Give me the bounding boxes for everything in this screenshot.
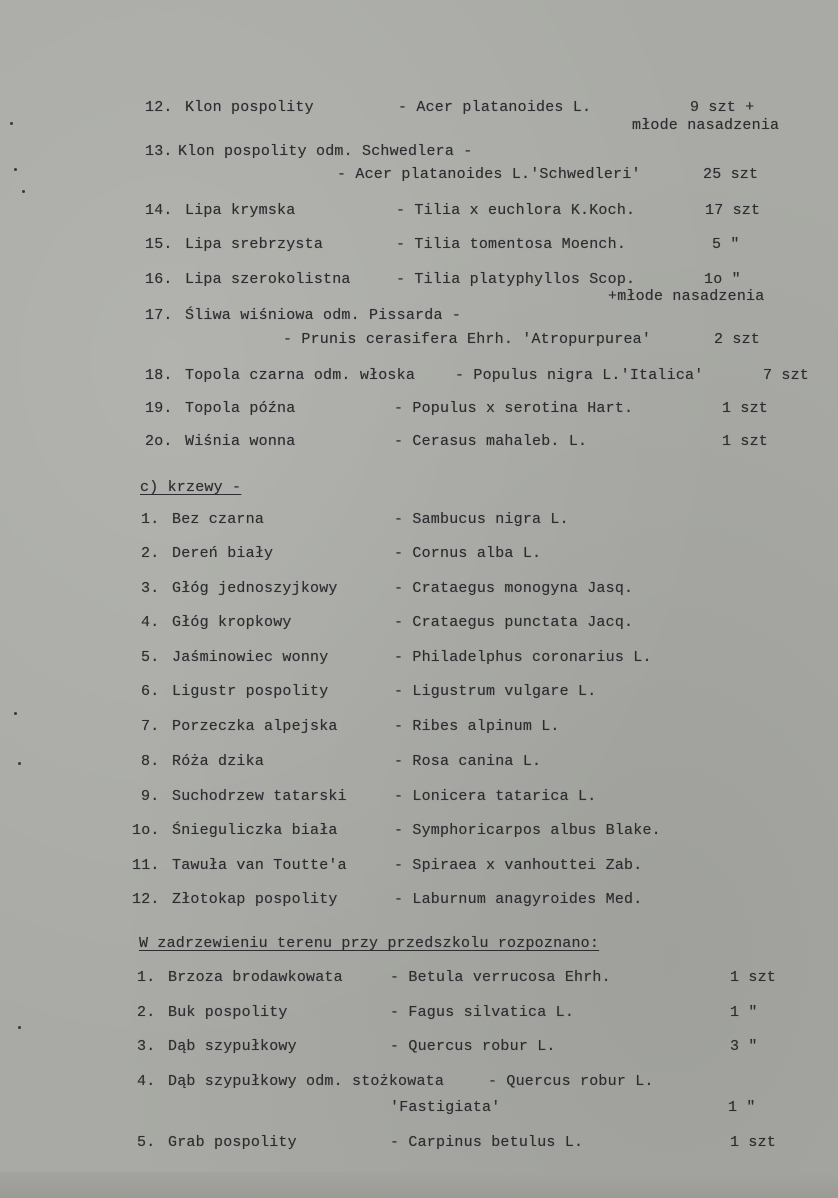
tree-polish-name: Lipa srebrzysta (185, 236, 324, 253)
preschool-latin-name: - Quercus robur L. (488, 1073, 654, 1090)
page-bottom-edge (0, 1172, 838, 1198)
shrub-latin-name: - Sambucus nigra L. (394, 511, 569, 528)
tree-polish-name: Wiśnia wonna (185, 433, 296, 450)
preschool-polish-name: Dąb szypułkowy odm. stożkowata (168, 1073, 445, 1090)
tree-num: 15. (145, 236, 173, 253)
preschool-polish-name: Brzoza brodawkowata (168, 969, 343, 986)
shrub-latin-name: - Ligustrum vulgare L. (394, 683, 597, 700)
preschool-polish-name: Grab pospolity (168, 1134, 297, 1151)
shrub-latin-name: - Crataegus monogyna Jasq. (394, 580, 634, 597)
tree-polish-name: Klon pospolity odm. Schwedlera - (178, 143, 473, 160)
shrub-latin-name: - Crataegus punctata Jacq. (394, 614, 634, 631)
tree-note: +młode nasadzenia (608, 288, 765, 305)
shrub-num: 8. (141, 753, 160, 770)
tree-num: 2o. (145, 433, 173, 450)
preschool-num: 2. (137, 1004, 156, 1021)
shrub-polish-name: Ligustr pospolity (172, 683, 329, 700)
shrub-num: 2. (141, 545, 160, 562)
shrub-latin-name: - Cornus alba L. (394, 545, 542, 562)
preschool-num: 5. (137, 1134, 156, 1151)
tree-latin-name: - Populus x serotina Hart. (394, 400, 634, 417)
tree-num: 17. (145, 307, 173, 324)
tree-quantity: 1 szt (722, 433, 769, 450)
edge-mark (14, 712, 17, 715)
shrub-latin-name: - Laburnum anagyroides Med. (394, 891, 643, 908)
shrub-polish-name: Złotokap pospolity (172, 891, 338, 908)
tree-note: młode nasadzenia (632, 117, 780, 134)
shrub-polish-name: Róża dzika (172, 753, 265, 770)
preschool-num: 3. (137, 1038, 156, 1055)
shrub-polish-name: Porzeczka alpejska (172, 718, 338, 735)
edge-mark (18, 762, 21, 765)
tree-polish-name: Topola czarna odm. włoska (185, 367, 416, 384)
shrub-num: 11. (132, 857, 160, 874)
shrub-num: 4. (141, 614, 160, 631)
tree-polish-name: Topola późna (185, 400, 296, 417)
tree-quantity: 9 szt + (690, 99, 755, 116)
tree-latin-name: - Cerasus mahaleb. L. (394, 433, 588, 450)
shrub-latin-name: - Symphoricarpos albus Blake. (394, 822, 661, 839)
shrub-polish-name: Tawuła van Toutte'a (172, 857, 347, 874)
tree-num: 13. (145, 143, 173, 160)
shrub-num: 1o. (132, 822, 160, 839)
shrub-polish-name: Głóg kropkowy (172, 614, 292, 631)
tree-num: 19. (145, 400, 173, 417)
shrubs-heading: c) krzewy - (140, 479, 242, 496)
preschool-quantity: 1 szt (730, 1134, 777, 1151)
tree-latin-name: - Acer platanoides L.'Schwedleri' (337, 166, 641, 183)
tree-quantity: 17 szt (705, 202, 761, 219)
shrub-polish-name: Bez czarna (172, 511, 265, 528)
preschool-num: 1. (137, 969, 156, 986)
tree-num: 18. (145, 367, 173, 384)
tree-quantity: 1o " (704, 271, 741, 288)
shrub-polish-name: Głóg jednoszyjkowy (172, 580, 338, 597)
tree-polish-name: Klon pospolity (185, 99, 314, 116)
preschool-latin-name: - Betula verrucosa Ehrh. (390, 969, 611, 986)
tree-latin-name: - Tilia x euchlora K.Koch. (396, 202, 636, 219)
shrub-latin-name: - Rosa canina L. (394, 753, 542, 770)
shrub-num: 9. (141, 788, 160, 805)
shrub-polish-name: Dereń biały (172, 545, 274, 562)
tree-num: 16. (145, 271, 173, 288)
preschool-quantity: 1 " (730, 1004, 758, 1021)
edge-mark (18, 1026, 21, 1029)
preschool-quantity: 1 szt (730, 969, 777, 986)
shrub-num: 7. (141, 718, 160, 735)
tree-quantity: 5 " (712, 236, 740, 253)
shrub-latin-name: - Ribes alpinum L. (394, 718, 560, 735)
tree-quantity: 7 szt (763, 367, 810, 384)
preschool-heading: W zadrzewieniu terenu przy przedszkolu rozpoznano: (139, 935, 600, 952)
preschool-latin-name: - Quercus robur L. (390, 1038, 556, 1055)
tree-num: 14. (145, 202, 173, 219)
shrub-num: 6. (141, 683, 160, 700)
shrub-num: 3. (141, 580, 160, 597)
tree-latin-name: - Prunis cerasifera Ehrh. 'Atropurpurea' (283, 331, 652, 348)
edge-mark (14, 168, 17, 171)
tree-latin-name: - Tilia platyphyllos Scop. (396, 271, 636, 288)
shrub-num: 5. (141, 649, 160, 666)
edge-mark (22, 190, 25, 193)
shrub-polish-name: Śnieguliczka biała (172, 822, 338, 839)
tree-latin-name: - Populus nigra L.'Italica' (455, 367, 704, 384)
tree-polish-name: Śliwa wiśniowa odm. Pissarda - (185, 307, 462, 324)
shrub-num: 12. (132, 891, 160, 908)
shrub-latin-name: - Spiraea x vanhouttei Zab. (394, 857, 643, 874)
preschool-quantity: 3 " (730, 1038, 758, 1055)
tree-polish-name: Lipa krymska (185, 202, 296, 219)
preschool-polish-name: Dąb szypułkowy (168, 1038, 297, 1055)
tree-quantity: 2 szt (714, 331, 761, 348)
preschool-polish-name: Buk pospolity (168, 1004, 288, 1021)
preschool-latin-cultivar: 'Fastigiata' (390, 1099, 501, 1116)
tree-latin-name: - Tilia tomentosa Moench. (396, 236, 627, 253)
shrub-polish-name: Jaśminowiec wonny (172, 649, 329, 666)
shrub-num: 1. (141, 511, 160, 528)
tree-num: 12. (145, 99, 173, 116)
edge-mark (10, 122, 13, 125)
tree-quantity: 1 szt (722, 400, 769, 417)
tree-latin-name: - Acer platanoides L. (398, 99, 592, 116)
preschool-num: 4. (137, 1073, 156, 1090)
tree-quantity: 25 szt (703, 166, 759, 183)
preschool-quantity: 1 " (728, 1099, 756, 1116)
shrub-polish-name: Suchodrzew tatarski (172, 788, 347, 805)
shrub-latin-name: - Lonicera tatarica L. (394, 788, 597, 805)
shrub-latin-name: - Philadelphus coronarius L. (394, 649, 652, 666)
preschool-latin-name: - Carpinus betulus L. (390, 1134, 584, 1151)
preschool-latin-name: - Fagus silvatica L. (390, 1004, 575, 1021)
tree-polish-name: Lipa szerokolistna (185, 271, 351, 288)
